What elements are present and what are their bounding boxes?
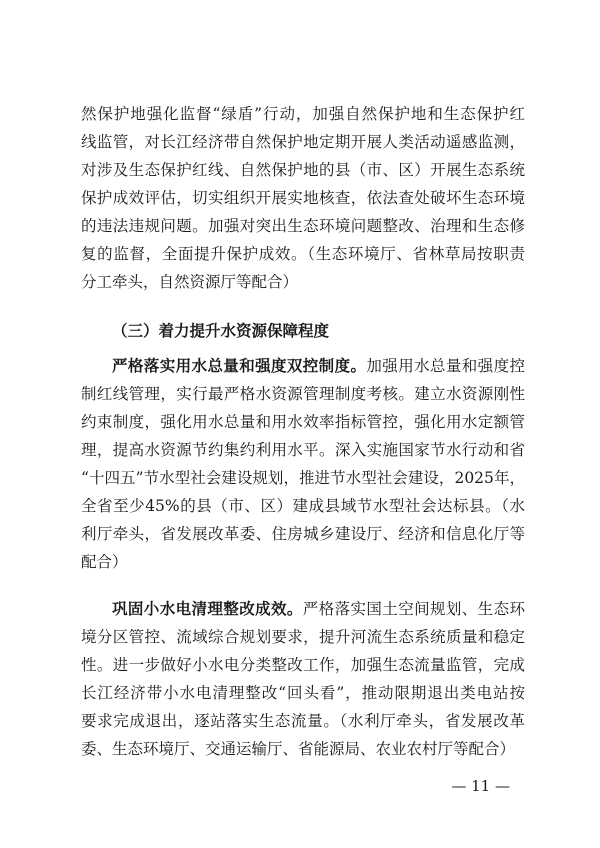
text-line: 长江经济带小水电清理整改“回头看”，推动限期退出类电站按 bbox=[81, 684, 525, 702]
paragraph-lead: 巩固小水电清理整改成效。 bbox=[112, 600, 303, 618]
text-line: 约束制度，强化用水总量和用水效率指标管控，强化用水定额管 bbox=[81, 413, 525, 431]
text-line: 全省至少45%的县（市、区）建成县域节水型社会达标县。（水 bbox=[81, 497, 525, 515]
section-heading-block bbox=[81, 317, 525, 345]
text-line bbox=[81, 352, 525, 380]
text-line: 配合） bbox=[81, 553, 128, 571]
text-line: 理，提高水资源节约集约利用水平。深入实施国家节水行动和省 bbox=[81, 441, 525, 459]
text-segment: 加强用水总量和强度控 bbox=[366, 357, 525, 375]
text-line: 的违法违规问题。加强对突出生态环境问题整改、治理和生态修 bbox=[81, 217, 525, 235]
text-line: 对涉及生态保护红线、自然保护地的县（市、区）开展生态系统 bbox=[81, 161, 525, 179]
text-line bbox=[81, 595, 525, 623]
text-line: 分工牵头，自然资源厅等配合） bbox=[81, 273, 299, 291]
section-heading: （三）着力提升水资源保障程度 bbox=[112, 322, 330, 340]
text-line: 复的监督，全面提升保护成效。（生态环境厅、省林草局按职责 bbox=[81, 245, 525, 263]
text-line: “十四五”节水型社会建设规划，推进节水型社会建设，2025年， bbox=[81, 469, 525, 487]
page-number: — 11 — bbox=[451, 777, 510, 795]
text-segment: 严格落实国土空间规划、生态环 bbox=[302, 600, 525, 618]
text-line: 境分区管控、流域综合规划要求，提升河流生态系统质量和稳定 bbox=[81, 628, 525, 646]
paragraph-protected-areas bbox=[81, 100, 525, 296]
text-line: 要求完成退出，逐站落实生态流量。（水利厅牵头，省发展改革 bbox=[81, 712, 525, 730]
text-line: 利厅牵头，省发展改革委、住房城乡建设厅、经济和信息化厅等 bbox=[81, 525, 525, 543]
text-line: 保护成效评估，切实组织开展实地核查，依法查处破坏生态环境 bbox=[81, 189, 525, 207]
paragraph-lead: 严格落实用水总量和强度双控制度。 bbox=[112, 357, 367, 375]
text-line: 性。进一步做好小水电分类整改工作，加强生态流量监管，完成 bbox=[81, 656, 525, 674]
text-line: 线监管，对长江经济带自然保护地定期开展人类活动遥感监测， bbox=[81, 133, 525, 151]
paragraph-water-control bbox=[81, 352, 525, 576]
text-line: 制红线管理，实行最严格水资源管理制度考核。建立水资源刚性 bbox=[81, 385, 525, 403]
paragraph-small-hydropower bbox=[81, 595, 525, 763]
text-line: 委、生态环境厅、交通运输厅、省能源局、农业农村厅等配合） bbox=[81, 740, 516, 758]
text-line: 然保护地强化监督“绿盾”行动，加强自然保护地和生态保护红 bbox=[81, 105, 525, 123]
